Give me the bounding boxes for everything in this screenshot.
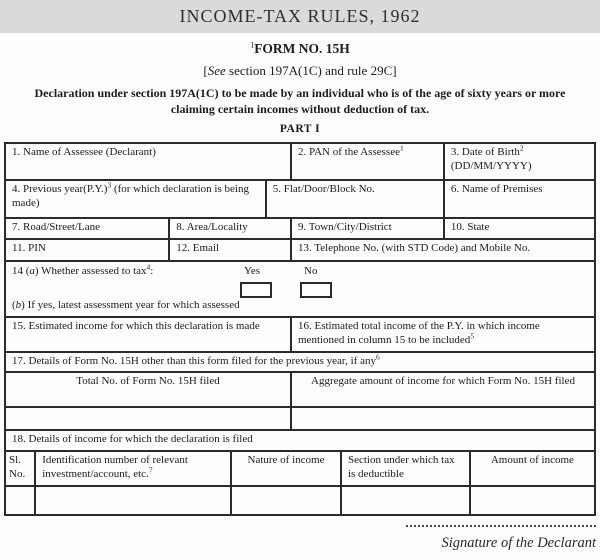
question-14a: [12, 262, 154, 279]
field-pan[interactable]: [290, 144, 443, 179]
column-header: Aggregate amount of income for which Form No. 15H filed: [311, 374, 575, 387]
see-rest: section 197A(1C) and rule 29C]: [225, 63, 397, 78]
col-amount-of-income: [469, 452, 594, 485]
question-14b: [12, 299, 240, 313]
document-header: [0, 0, 600, 33]
field-name-of-assessee[interactable]: [6, 144, 290, 179]
field-road-street-lane[interactable]: [6, 219, 168, 238]
entry-amount-cell[interactable]: [469, 487, 594, 514]
field-whether-assessed-to-tax: [6, 262, 594, 316]
field-label: 6. Name of Premises: [450, 183, 543, 196]
row-15-16: [6, 316, 594, 351]
field-area-locality[interactable]: [168, 219, 290, 238]
form15h-count-cell[interactable]: [6, 408, 290, 429]
label-fragment: 14 (: [12, 265, 30, 278]
form-table: [4, 142, 596, 516]
footnote-sup: 5: [470, 331, 475, 341]
yes-label: Yes: [244, 265, 261, 278]
entry-identification-cell[interactable]: [34, 487, 230, 514]
signature-block: [406, 517, 596, 552]
label-fragment: :: [150, 265, 154, 278]
form-number: [0, 41, 600, 57]
field-previous-year[interactable]: [6, 181, 265, 217]
row-14: [6, 260, 594, 316]
row-18-label: [6, 429, 594, 450]
column-header: Identification number of relevant investment/account, etc.: [42, 453, 188, 480]
column-header: Sl. No.: [9, 453, 26, 480]
see-reference: [0, 63, 600, 79]
row-2: [6, 179, 594, 217]
date-format-hint: (DD/MM/YYYY): [450, 159, 532, 172]
entry-section-cell[interactable]: [340, 487, 469, 514]
field-estimated-total-income[interactable]: [290, 318, 594, 351]
label-fragment-italic: a: [29, 265, 35, 278]
signature-label: Signature of the Declarant: [441, 535, 596, 551]
footnote-sup: 7: [148, 465, 153, 475]
field-pin[interactable]: [6, 240, 168, 260]
form15h-aggregate-header: [290, 373, 594, 406]
field-label: 16. Estimated total income of the P.Y. in which income mentioned in column 15 to be included: [298, 320, 540, 346]
section-18-label: [6, 431, 594, 450]
field-label: 15. Estimated income for which this declaration is made: [12, 320, 260, 333]
row-17-headers: [6, 371, 594, 406]
entry-nature-cell[interactable]: [230, 487, 340, 514]
label-fragment: ) If yes, latest assessment year for which assessed: [21, 299, 240, 312]
signature-line[interactable]: [406, 524, 596, 527]
column-header: Amount of income: [490, 453, 574, 466]
declaration-text: Declaration under section 197A(1C) to be made by an individual who is of the age of sixty years or more claiming certain incomes without deduction of tax.: [34, 86, 566, 116]
yes-checkbox[interactable]: [240, 282, 272, 298]
row-17-label: [6, 351, 594, 371]
field-label: 2. PAN of the Assessee: [298, 146, 400, 159]
row-4: [6, 238, 594, 260]
form-number-footnote: 1: [250, 40, 255, 50]
form15h-aggregate-cell[interactable]: [290, 408, 594, 429]
field-estimated-income[interactable]: [6, 318, 290, 351]
field-label: 3. Date of Birth: [450, 146, 520, 159]
label-fragment: ) Whether assessed to tax: [34, 265, 147, 278]
field-name-of-premises[interactable]: [443, 181, 594, 217]
footnote-sup: 6: [376, 352, 380, 362]
field-label: 7. Road/Street/Lane: [12, 221, 100, 234]
label-fragment: (: [12, 299, 16, 312]
field-label: 5. Flat/Door/Block No.: [272, 183, 375, 196]
col-serial-number: [6, 452, 34, 485]
entry-serial-cell[interactable]: [6, 487, 34, 514]
section-17-label: [6, 353, 594, 371]
field-date-of-birth[interactable]: [443, 144, 594, 179]
field-telephone-mobile[interactable]: [290, 240, 594, 260]
field-label: 17. Details of Form No. 15H other than this form filed for the previous year, if any: [12, 355, 377, 368]
column-header: Total No. of Form No. 15H filed: [76, 374, 220, 387]
row-3: [6, 217, 594, 238]
field-label: 11. PIN: [12, 242, 46, 255]
field-town-city-district[interactable]: [290, 219, 443, 238]
col-identification-number: [34, 452, 230, 485]
field-label: 1. Name of Assessee (Declarant): [12, 146, 156, 159]
footnote-sup: 2: [519, 143, 524, 153]
field-label: 10. State: [450, 221, 490, 234]
field-label: 8. Area/Locality: [176, 221, 248, 234]
col-nature-of-income: [230, 452, 340, 485]
see-word: See: [207, 63, 226, 78]
field-label: 12. Email: [176, 242, 220, 255]
row-17-entry: [6, 406, 594, 429]
no-checkbox[interactable]: [300, 282, 332, 298]
field-label: 9. Town/City/District: [297, 221, 392, 234]
field-label-cont: (for which declaration is being made): [12, 183, 249, 209]
field-label: 18. Details of income for which the declaration is filed: [12, 432, 253, 445]
footnote-sup: 3: [107, 180, 112, 190]
form-number-text: FORM NO. 15H: [254, 41, 350, 56]
row-18-headers: [6, 450, 594, 485]
document-title: INCOME-TAX RULES, 1962: [179, 6, 421, 26]
row-1: [6, 144, 594, 179]
no-label: No: [304, 265, 318, 278]
part-label: PART I: [279, 123, 321, 136]
field-flat-door-block[interactable]: [265, 181, 443, 217]
row-18-entry: [6, 485, 594, 514]
footnote-sup: 4: [146, 262, 151, 272]
column-header: Nature of income: [247, 453, 325, 466]
col-section-tax-deductible: [340, 452, 469, 485]
footnote-sup: 1: [399, 143, 404, 153]
field-label: 4. Previous year(P.Y.): [12, 183, 108, 196]
form15h-count-header: [6, 373, 290, 406]
column-header: Section under which tax is deductible: [347, 453, 455, 480]
field-label: 13. Telephone No. (with STD Code) and Mobile No.: [297, 242, 531, 255]
see-open-bracket: [: [203, 63, 208, 78]
label-fragment-italic: b: [15, 299, 22, 312]
field-state[interactable]: [443, 219, 594, 238]
field-email[interactable]: [168, 240, 290, 260]
